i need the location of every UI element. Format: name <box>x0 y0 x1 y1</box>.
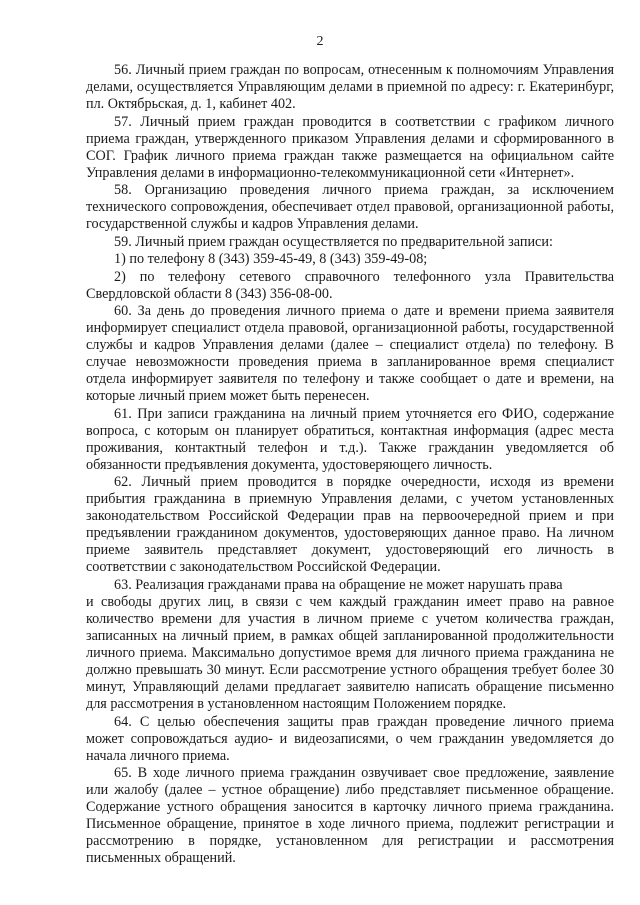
document-body <box>86 62 614 868</box>
paragraph-61: 61. При записи гражданина на личный прием уточняется его ФИО, содержание вопроса, с которым он планирует обратиться, контактная информация (адрес места проживания, контактный телефон и т.д.). Также гражданин уведомляется об обязанности предъявления документа, удостоверяющего личность. <box>86 405 614 473</box>
list-item-phone-2: 2) по телефону сетевого справочного телефонного узла Правительства Свердловской области 8 (343) 356-08-00. <box>86 268 614 302</box>
paragraph-65: 65. В ходе личного приема гражданин озвучивает свое предложение, заявление или жалобу (далее – устное обращение) либо представляет письменное обращение. Содержание устного обращения заносится в карточку личного приема гражданина. Письменное обращение, принятое в ходе личного приема, подлежит регистрации и рассмотрению в порядке, установленном для регистрации и рассмотрения письменных обращений. <box>86 765 614 866</box>
paragraph-62: 62. Личный прием проводится в порядке очередности, исходя из времени прибытия гражданина в приемную Управления делами, с учетом установленных законодательством Российской Федерации прав на первоочередной прием и при предъявлении гражданином документов, удостоверяющих данное право. На личном приеме заявитель представляет документ, удостоверяющий его личность в соответствии с законодательством Российской Федерации. <box>86 474 614 575</box>
paragraph-57: 57. Личный прием граждан проводится в соответствии с графиком личного приема граждан, утвержденного приказом Управления делами и сформированного в СОГ. График личного приема граждан также размещается на официальном сайте Управления делами в информационно-телекоммуникационной сети «Интернет». <box>86 113 614 181</box>
paragraph-59: 59. Личный прием граждан осуществляется по предварительной записи: <box>114 233 553 250</box>
paragraph-56: 56. Личный прием граждан по вопросам, отнесенным к полномочиям Управления делами, осуществляется Управляющим делами в приемной по адресу: г. Екатеринбург, пл. Октябрьская, д. 1, кабинет 402. <box>86 62 614 112</box>
page-number: 2 <box>316 34 324 49</box>
paragraph-58: 58. Организацию проведения личного приема граждан, за исключением технического сопровождения, обеспечивает отдел правовой, организационной работы, государственной службы и кадров Управления делами. <box>86 182 614 232</box>
paragraph-60: 60. За день до проведения личного приема о дате и времени приема заявителя информирует специалист отдела правовой, организационной работы, государственной службы и кадров Управления делами (далее – специалист отдела) по телефону. В случае невозможности проведения приема в запланированное время специалист отдела информирует заявителя по телефону и также сообщает о дате и времени, на которые личный прием может быть перенесен. <box>86 303 614 404</box>
paragraph-64: 64. С целью обеспечения защиты прав граждан проведение личного приема может сопровождаться аудио- и видеозаписями, о чем гражданин уведомляется до начала личного приема. <box>86 713 614 764</box>
paragraph-63-continued: и свободы других лиц, в связи с чем каждый гражданин имеет право на равное количество времени для участия в личном приеме с учетом количества граждан, записанных на личный прием, в рамках общей запланированной продолжительности личного приема. Максимально допустимое время для личного приема гражданина не должно превышать 30 минут. Если рассмотрение устного обращения требует более 30 минут, Управляющий делами предлагает заявителю написать обращение письменно для рассмотрения в установленном настоящим Положением порядке. <box>86 594 614 712</box>
paragraph-63-start: 63. Реализация гражданами права на обращение не может нарушать права <box>114 576 563 593</box>
list-item-phone-1: 1) по телефону 8 (343) 359-45-49, 8 (343) 359-49-08; <box>114 251 428 267</box>
